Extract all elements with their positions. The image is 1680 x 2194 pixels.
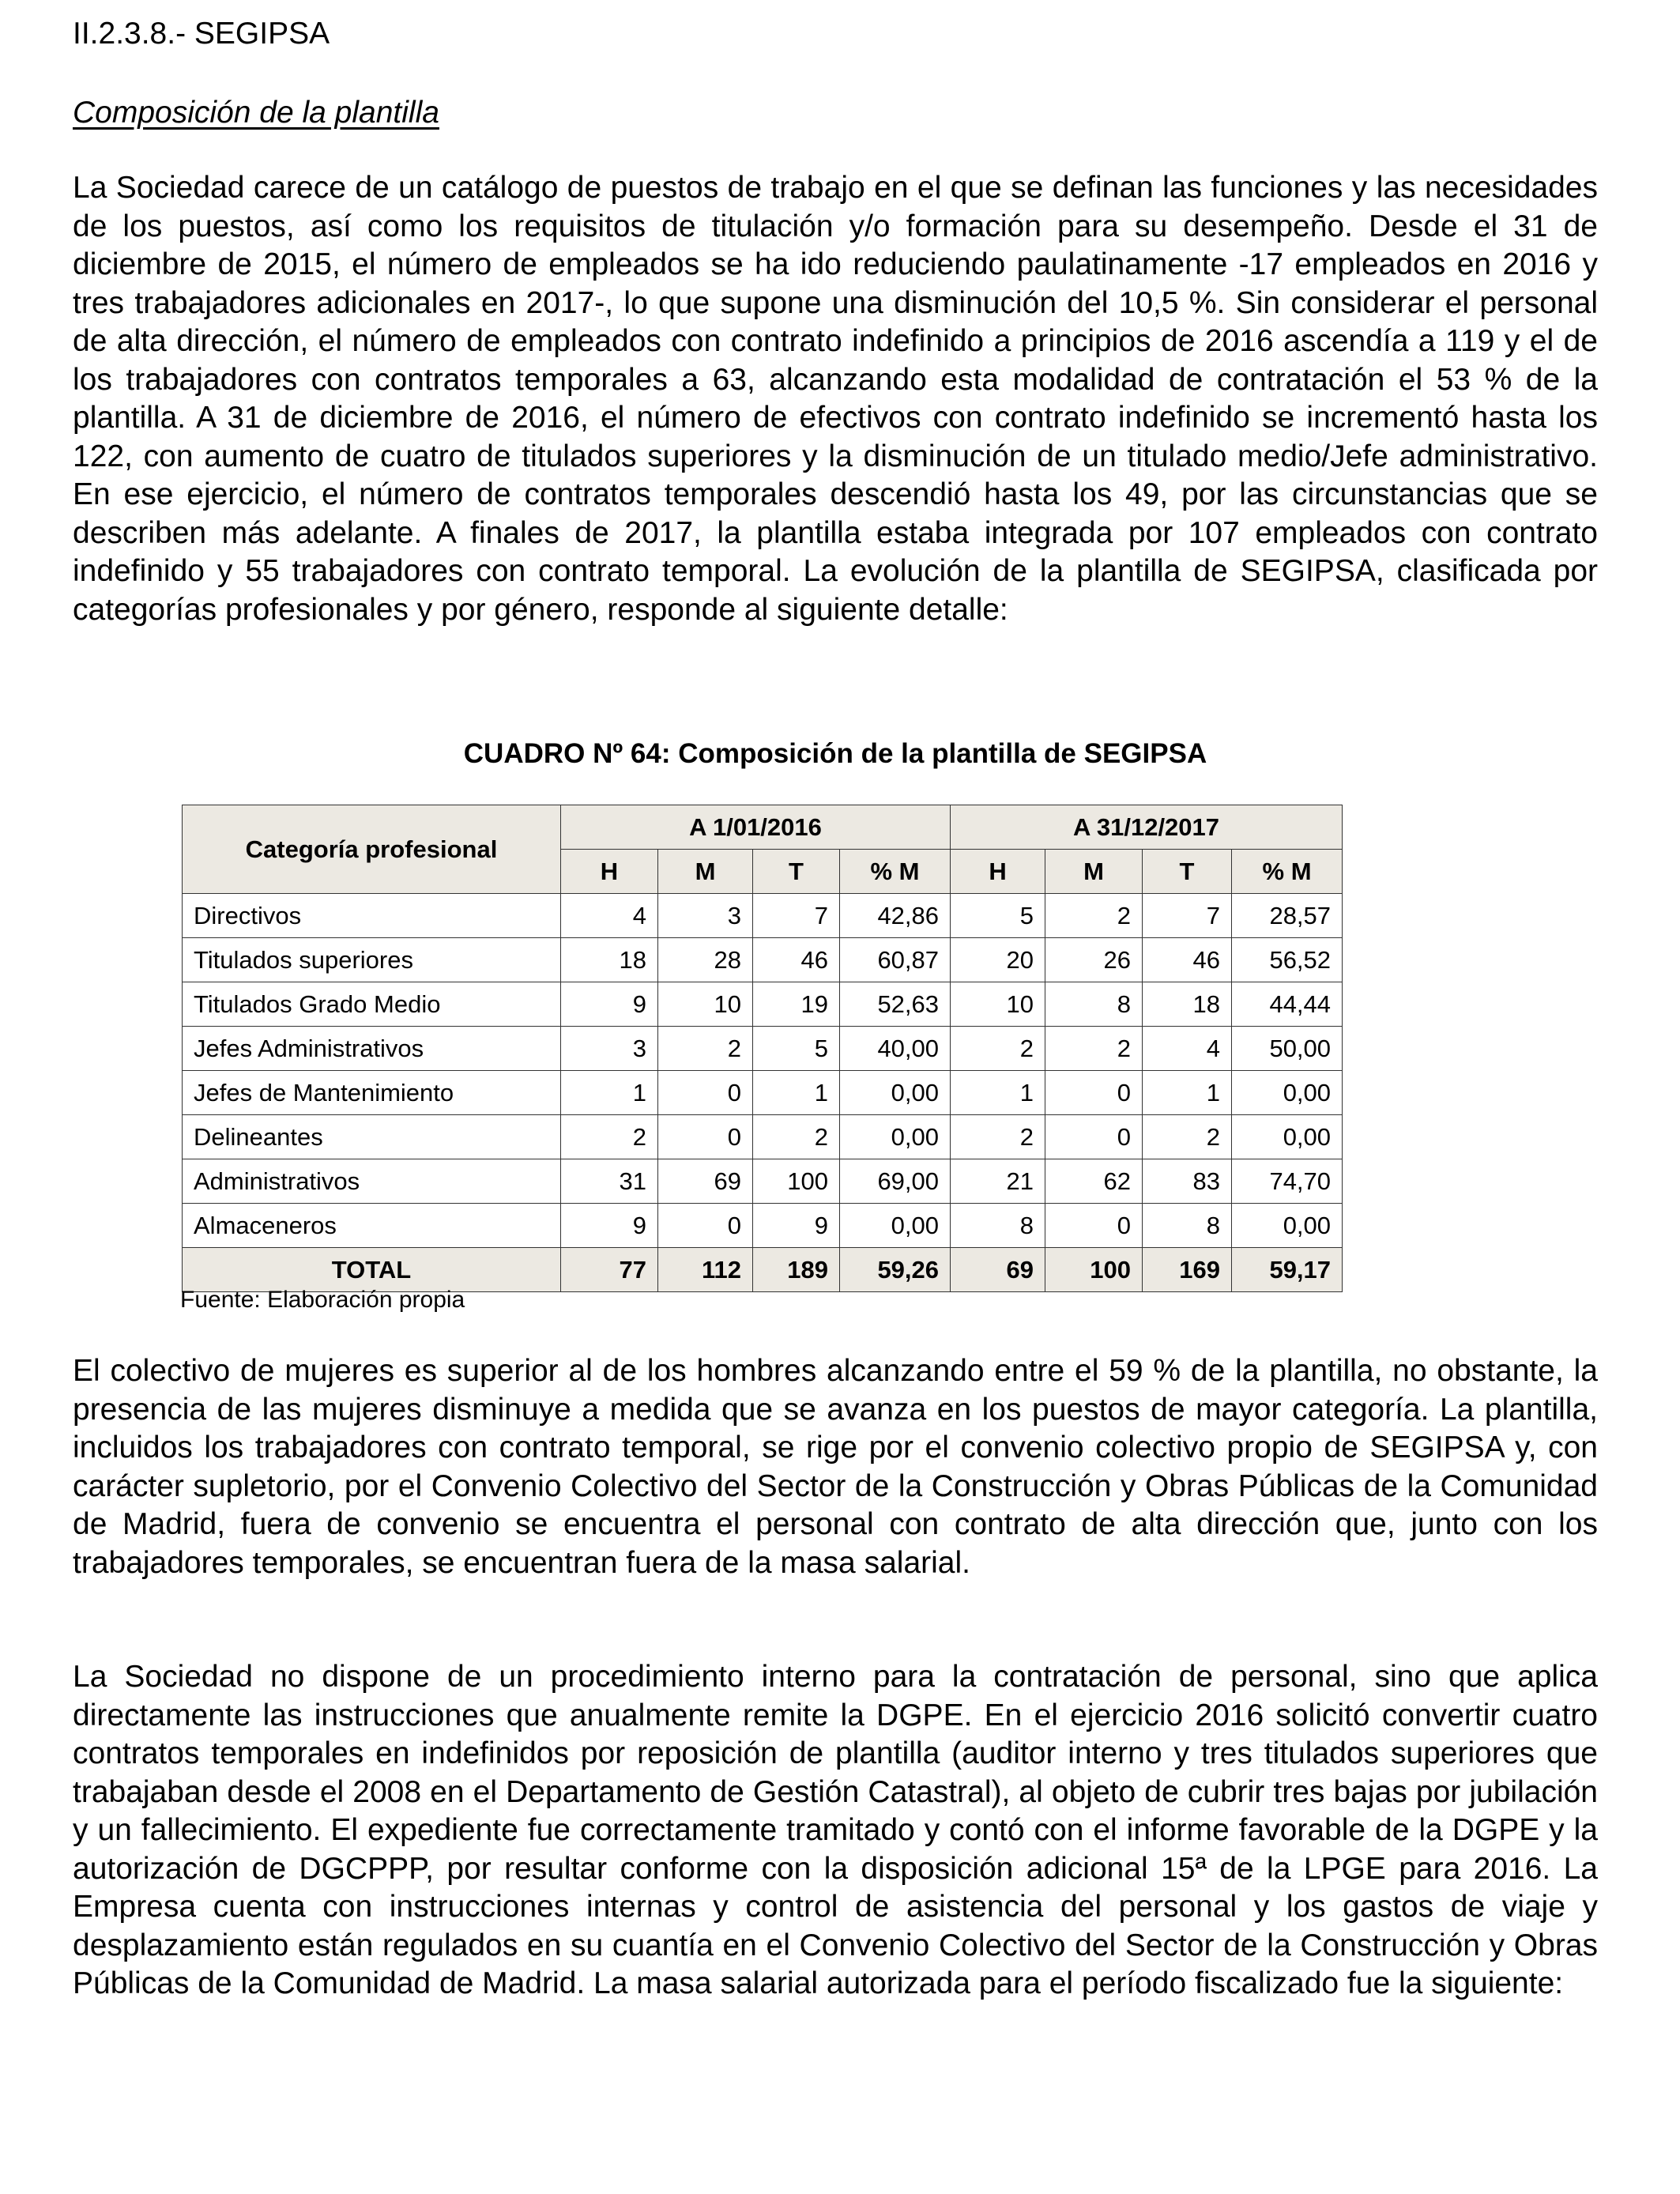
table-cell: 69 (658, 1159, 753, 1204)
table-cell: 31 (561, 1159, 658, 1204)
table-cell: 52,63 (840, 982, 951, 1027)
table-cell: 83 (1143, 1159, 1232, 1204)
table-body (183, 894, 1343, 1292)
staff-composition-table (182, 805, 1343, 1292)
paragraph-intro: La Sociedad carece de un catálogo de puestos de trabajo en el que se definan las funciones y las necesidades de los puestos, así como los requisitos de titulación y/o formación para su desempeño. Desde el 31 de diciembre de 2015, el número de empleados se ha ido reduciendo paulatinamente -17 empleados en 2016 y tres trabajadores adicionales en 2017-, lo que supone una disminución del 10,5 %. Sin considerar el personal de alta dirección, el número de empleados con contrato indefinido a principios de 2016 ascendía a 119 y el de los trabajadores con contratos temporales a 63, alcanzando esta modalidad de contratación el 53 % de la plantilla. A 31 de diciembre de 2016, el número de efectivos con contrato indefinido se incrementó hasta los 122, con aumento de cuatro de titulados superiores y la disminución de un titulado medio/Jefe administrativo. En ese ejercicio, el número de contratos temporales descendió hasta los 49, por las circunstancias que se describen más adelante. A finales de 2017, la plantilla estaba integrada por 107 empleados con contrato indefinido y 55 trabajadores con contrato temporal. La evolución de la plantilla de SEGIPSA, clasificada por categorías profesionales y por género, responde al siguiente detalle: (73, 171, 1598, 627)
table-row (183, 894, 1343, 938)
column-header: H (951, 850, 1045, 894)
table-cell: 2 (1045, 1027, 1143, 1071)
column-header: H (561, 850, 658, 894)
table-cell: 9 (561, 1204, 658, 1248)
category-header: Categoría profesional (183, 805, 561, 894)
table-cell: 74,70 (1232, 1159, 1343, 1204)
table-cell: 5 (951, 894, 1045, 938)
table-row (183, 1115, 1343, 1159)
table-cell: 1 (753, 1071, 840, 1115)
table-cell: 60,87 (840, 938, 951, 982)
table-cell: 7 (1143, 894, 1232, 938)
table-source-note: Fuente: Elaboración propia (180, 1287, 465, 1313)
table-cell: 2 (1045, 894, 1143, 938)
table-cell: 9 (753, 1204, 840, 1248)
table-cell: 0,00 (1232, 1204, 1343, 1248)
period-header: A 31/12/2017 (951, 805, 1343, 850)
table-cell: 0,00 (1232, 1115, 1343, 1159)
category-label: Delineantes (183, 1115, 561, 1159)
table-cell: 2 (561, 1115, 658, 1159)
table-cell: 18 (1143, 982, 1232, 1027)
table-row (183, 1027, 1343, 1071)
column-header: T (753, 850, 840, 894)
table-cell: 0,00 (1232, 1071, 1343, 1115)
table-cell: 21 (951, 1159, 1045, 1204)
table-cell: 62 (1045, 1159, 1143, 1204)
table-cell: 0,00 (840, 1071, 951, 1115)
table-cell: 0 (1045, 1204, 1143, 1248)
table-cell: 9 (561, 982, 658, 1027)
table-cell: 189 (753, 1248, 840, 1292)
column-header: M (658, 850, 753, 894)
table-cell: 1 (951, 1071, 1045, 1115)
section-heading: II.2.3.8.- SEGIPSA (73, 17, 330, 51)
table-cell: 0 (1045, 1071, 1143, 1115)
total-label: TOTAL (183, 1248, 561, 1292)
table-cell: 8 (1045, 982, 1143, 1027)
table-row (183, 982, 1343, 1027)
table-row (183, 1204, 1343, 1248)
table-cell: 10 (951, 982, 1045, 1027)
paragraph-hiring: La Sociedad no dispone de un procedimiento interno para la contratación de personal, sino que aplica directamente las instrucciones que anualmente remite la DGPE. En el ejercicio 2016 solicitó convertir cuatro contratos temporales en indefinidos por reposición de plantilla (auditor interno y tres titulados superiores que trabajaban desde el 2008 en el Departamento de Gestión Catastral), al objeto de cubrir tres bajas por jubilación y un fallecimiento. El expediente fue correctamente tramitado y contó con el informe favorable de la DGPE y la autorización de DGCPPP, por resultar conforme con la disposición adicional 15ª de la LPGE para 2016. La Empresa cuenta con instrucciones internas y control de asistencia del personal y los gastos de viaje y desplazamiento están regulados en su cuantía en el Convenio Colectivo del Sector de la Construcción y Obras Públicas de la Comunidad de Madrid. La masa salarial autorizada para el período fiscalizado fue la siguiente: (73, 1660, 1598, 2000)
period-header: A 1/01/2016 (561, 805, 951, 850)
table-cell: 100 (753, 1159, 840, 1204)
table-cell: 42,86 (840, 894, 951, 938)
paragraph-gender: El colectivo de mujeres es superior al de los hombres alcanzando entre el 59 % de la plantilla, no obstante, la presencia de las mujeres disminuye a medida que se avanza en los puestos de mayor categoría. La plantilla, incluidos los trabajadores con contrato temporal, se rige por el convenio colectivo propio de SEGIPSA y, con carácter supletorio, por el Convenio Colectivo del Sector de la Construcción y Obras Públicas de la Comunidad de Madrid, fuera de convenio se encuentra el personal con contrato de alta dirección que, junto con los trabajadores temporales, se encuentran fuera de la masa salarial. (73, 1354, 1598, 1580)
table-row (183, 1071, 1343, 1115)
table-cell: 8 (1143, 1204, 1232, 1248)
table-cell: 112 (658, 1248, 753, 1292)
category-label: Directivos (183, 894, 561, 938)
category-label: Almaceneros (183, 1204, 561, 1248)
table-cell: 2 (1143, 1115, 1232, 1159)
table-cell: 0 (658, 1071, 753, 1115)
table-cell: 0,00 (840, 1204, 951, 1248)
table-cell: 4 (1143, 1027, 1232, 1071)
table-cell: 0 (658, 1204, 753, 1248)
column-header: % M (1232, 850, 1343, 894)
table-cell: 5 (753, 1027, 840, 1071)
table-cell: 0 (658, 1115, 753, 1159)
table-cell: 56,52 (1232, 938, 1343, 982)
table-cell: 44,44 (1232, 982, 1343, 1027)
table-cell: 28 (658, 938, 753, 982)
table-cell: 2 (951, 1115, 1045, 1159)
table-cell: 69,00 (840, 1159, 951, 1204)
table-cell: 10 (658, 982, 753, 1027)
table-cell: 100 (1045, 1248, 1143, 1292)
table-row (183, 1159, 1343, 1204)
category-label: Administrativos (183, 1159, 561, 1204)
subheading: Composición de la plantilla (73, 96, 439, 130)
table-cell: 3 (658, 894, 753, 938)
table-cell: 69 (951, 1248, 1045, 1292)
table-cell: 8 (951, 1204, 1045, 1248)
table-cell: 4 (561, 894, 658, 938)
table-cell: 18 (561, 938, 658, 982)
table-cell: 3 (561, 1027, 658, 1071)
table-cell: 77 (561, 1248, 658, 1292)
table-cell: 19 (753, 982, 840, 1027)
column-header: % M (840, 850, 951, 894)
table-cell: 2 (753, 1115, 840, 1159)
table-cell: 0,00 (840, 1115, 951, 1159)
table-cell: 46 (1143, 938, 1232, 982)
column-header: T (1143, 850, 1232, 894)
table-cell: 7 (753, 894, 840, 938)
table-cell: 2 (658, 1027, 753, 1071)
table-cell: 26 (1045, 938, 1143, 982)
table-cell: 59,17 (1232, 1248, 1343, 1292)
table-cell: 28,57 (1232, 894, 1343, 938)
table-cell: 40,00 (840, 1027, 951, 1071)
table-cell: 50,00 (1232, 1027, 1343, 1071)
category-label: Jefes Administrativos (183, 1027, 561, 1071)
table-cell: 1 (1143, 1071, 1232, 1115)
column-header: M (1045, 850, 1143, 894)
category-label: Titulados Grado Medio (183, 982, 561, 1027)
table-row (183, 938, 1343, 982)
table-caption: CUADRO Nº 64: Composición de la plantilla de SEGIPSA (463, 738, 1207, 769)
table-cell: 46 (753, 938, 840, 982)
table-cell: 20 (951, 938, 1045, 982)
table-cell: 1 (561, 1071, 658, 1115)
table-cell: 169 (1143, 1248, 1232, 1292)
category-label: Titulados superiores (183, 938, 561, 982)
table-cell: 59,26 (840, 1248, 951, 1292)
table-cell: 0 (1045, 1115, 1143, 1159)
table-cell: 2 (951, 1027, 1045, 1071)
category-label: Jefes de Mantenimiento (183, 1071, 561, 1115)
